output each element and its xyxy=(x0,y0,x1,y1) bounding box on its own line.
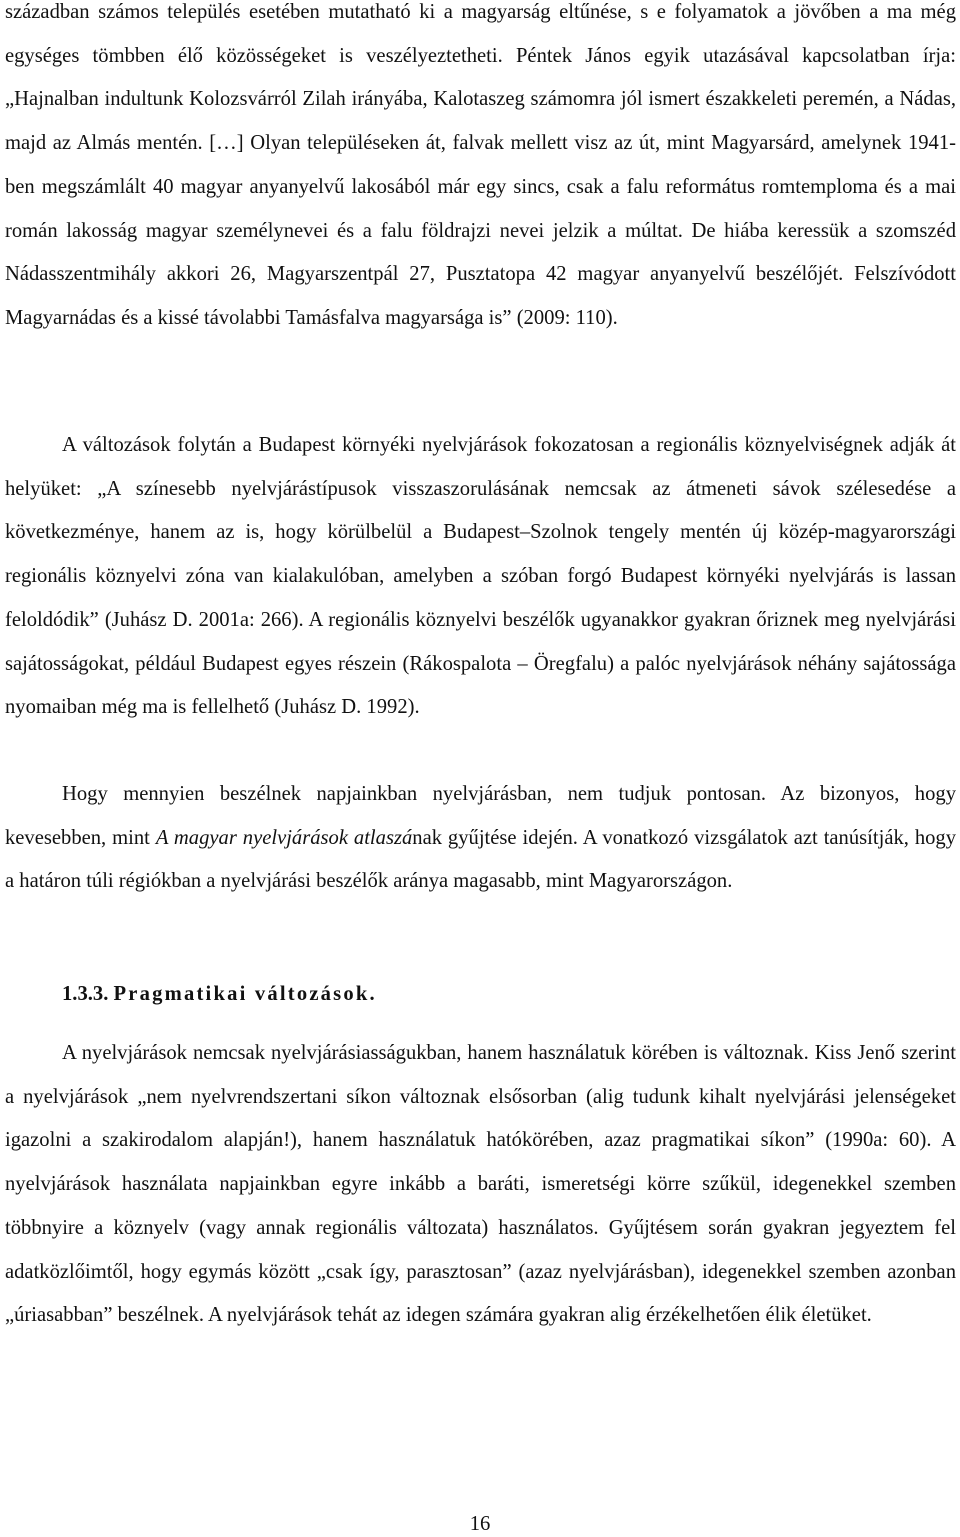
paragraph-3-text-end: nak gyűjtése idején. A vonatkozó vizsgálatok azt tanúsítják, hogy a határon túli régiókban a nyelvjárási beszélők aránya magasabb, mint Magyarországon. xyxy=(5,826,957,893)
paragraph-3-text-start: Hogy mennyien beszélnek napjainkban nyelvjárásban, nem tudjuk pontosan. Az bizonyos, hogy kevesebben, mint xyxy=(5,783,956,849)
paragraph-4: A nyelvjárások nemcsak nyelvjárásiasságukban, hanem használatuk körében is változnak. Kiss Jenő szerint a nyelvjárások „nem nyelvrendszertani síkon változnak elsősorban (alig tudunk kihalt nyelvjárási jelenségeket igazolni a szakirodalom alapján!), hanem használatuk hatókörében, azaz pragmatikai síkon” (1990a: 60). A nyelvjárások használata napjainkban egyre inkább a baráti, ismeretségi körre szűkül, idegenekkel szemben többnyire a köznyelv (vagy annak regionális változata) használatos. Gyűjtésem során gyakran jegyeztem fel adatközlőimtől, hogy egymás között „csak így, parasztosan” (azaz nyelvjárásban), idegenekkel szemben azonban „úriasabban” beszélnek. A nyelvjárások tehát az idegen számára gyakran alig érzékelhetően élik életüket. xyxy=(5,1042,956,1327)
paragraph-2: A változások folytán a Budapest környéki nyelvjárások fokozatosan a regionális köznyelviségnek adják át helyüket: „A színesebb nyelvjárástípusok visszaszorulásának nemcsak az átmeneti sávok szélesedése a következménye, hanem az is, hogy körülbelül a Budapest–Szolnok tengely mentén új közép-magyarországi regionális köznyelvi zóna van kialakulóban, amelyben a szóban forgó Budapest környéki nyelvjárás is lassan feloldódik” (Juhász D. 2001a: 266). A regionális köznyelvi beszélők ugyanakkor gyakran őriznek meg nyelvjárási sajátosságokat, például Budapest egyes részein (Rákospalota – Öregfalu) a palóc nyelvjárások néhány sajátossága nyomaiban még ma is fellelhető (Juhász D. 1992). xyxy=(5,434,956,719)
page-number: 16 xyxy=(469,1513,491,1535)
atlas-title-italic: A magyar nyelvjárások atlaszá xyxy=(155,826,413,849)
section-number: 1.3.3. xyxy=(62,983,109,1005)
section-heading xyxy=(62,980,377,1008)
paragraph-1: században számos település esetében mutatható ki a magyarság eltűnése, s e folyamatok a jövőben a ma még egységes tömbben élő közösségeket is veszélyeztetheti. Péntek János egyik utazásával kapcsolatban írja: „Hajnalban indultunk Kolozsvárról Zilah irányába, Kalotaszeg számomra jól ismert északkeleti peremén, a Nádas, majd az Almás mentén. […] Olyan településeken át, falvak mellett visz az út, mint Magyarsárd, amelynek 1941-ben megszámlált 40 magyar anyanyelvű lakosából már egy sincs, csak a falu református romtemploma és a mai román lakosság magyar személynevei és a falu földrajzi nevei jelzik a múltat. De hiába keressük a szomszéd Nádasszentmihály akkori 26, Magyarszentpál 27, Pusztatopa 42 magyar anyanyelvű beszélőjét. Felszívódott Magyarnádas és a kissé távolabbi Tamásfalva magyarsága is” (2009: 110). xyxy=(5,1,956,329)
section-title: Pragmatikai változások. xyxy=(113,983,377,1005)
paragraph-3 xyxy=(5,773,956,904)
